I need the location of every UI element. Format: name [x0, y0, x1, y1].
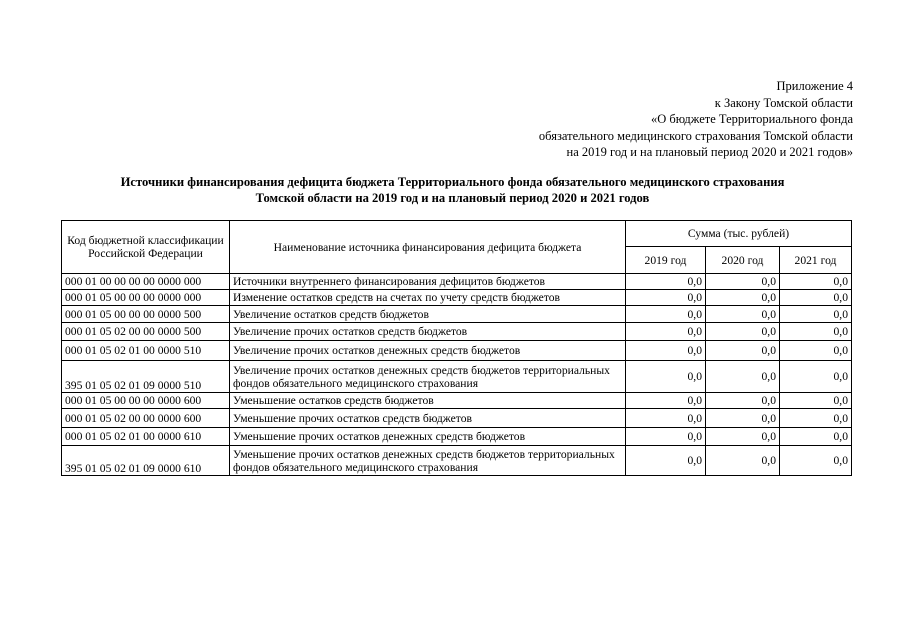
header-sum: Сумма (тыс. рублей): [626, 221, 852, 247]
row-value-2020: 0,0: [706, 393, 780, 409]
row-value-2019: 0,0: [626, 409, 706, 428]
row-name: Источники внутреннего финансирования дефицитов бюджетов: [230, 274, 626, 290]
header-source-name: Наименование источника финансирования дефицита бюджета: [230, 221, 626, 274]
header-year-2020: 2020 год: [706, 247, 780, 274]
row-name: Уменьшение остатков средств бюджетов: [230, 393, 626, 409]
table-row: [62, 323, 852, 341]
row-value-2021: 0,0: [780, 306, 852, 323]
row-value-2021: 0,0: [780, 341, 852, 361]
row-name: Уменьшение прочих остатков денежных средств бюджетов: [230, 428, 626, 446]
table-row: [62, 393, 852, 409]
appendix-reference: [539, 78, 853, 161]
row-value-2020: 0,0: [706, 323, 780, 341]
row-value-2021: 0,0: [780, 428, 852, 446]
title-line-2: Томской области на 2019 год и на плановый период 2020 и 2021 годов: [255, 191, 650, 205]
document-title: [40, 174, 865, 206]
row-code: 000 01 05 00 00 00 0000 600: [62, 393, 230, 409]
header-year-2019: 2019 год: [626, 247, 706, 274]
row-value-2020: 0,0: [706, 409, 780, 428]
table-row: [62, 361, 852, 393]
row-value-2019: 0,0: [626, 393, 706, 409]
row-value-2019: 0,0: [626, 341, 706, 361]
row-value-2019: 0,0: [626, 323, 706, 341]
row-value-2019: 0,0: [626, 290, 706, 306]
row-name: Уменьшение прочих остатков средств бюджетов: [230, 409, 626, 428]
row-value-2019: 0,0: [626, 306, 706, 323]
table-row: [62, 446, 852, 476]
row-name: Уменьшение прочих остатков денежных средств бюджетов территориальных фондов обязательного медицинского страхования: [230, 446, 626, 476]
row-value-2019: 0,0: [626, 361, 706, 393]
row-code: 000 01 05 02 00 00 0000 500: [62, 323, 230, 341]
row-value-2021: 0,0: [780, 446, 852, 476]
row-code: 000 01 05 02 01 00 0000 610: [62, 428, 230, 446]
row-value-2020: 0,0: [706, 428, 780, 446]
row-value-2020: 0,0: [706, 290, 780, 306]
row-code: 000 01 05 02 00 00 0000 600: [62, 409, 230, 428]
row-value-2020: 0,0: [706, 341, 780, 361]
header-budget-code: Код бюджетной классификации Российской Федерации: [62, 221, 230, 274]
row-name: Увеличение прочих остатков денежных средств бюджетов территориальных фондов обязательного медицинского страхования: [230, 361, 626, 393]
row-value-2021: 0,0: [780, 393, 852, 409]
appendix-line: на 2019 год и на плановый период 2020 и 2021 годов»: [566, 145, 853, 160]
table-row: [62, 409, 852, 428]
appendix-line: Приложение 4: [776, 79, 853, 93]
row-value-2021: 0,0: [780, 323, 852, 341]
table-row: [62, 341, 852, 361]
table-row: [62, 428, 852, 446]
row-name: Увеличение остатков средств бюджетов: [230, 306, 626, 323]
row-value-2021: 0,0: [780, 409, 852, 428]
table-row: [62, 290, 852, 306]
row-value-2019: 0,0: [626, 274, 706, 290]
appendix-line: обязательного медицинского страхования Томской области: [538, 128, 853, 143]
appendix-line: к Закону Томской области: [714, 95, 853, 110]
row-code: 000 01 05 00 00 00 0000 500: [62, 306, 230, 323]
row-value-2021: 0,0: [780, 274, 852, 290]
table-row: [62, 306, 852, 323]
row-code: 000 01 05 00 00 00 0000 000: [62, 290, 230, 306]
row-value-2020: 0,0: [706, 306, 780, 323]
row-value-2020: 0,0: [706, 361, 780, 393]
title-line-1: Источники финансирования дефицита бюджета Территориального фонда обязательного медицинского страхования: [120, 175, 785, 189]
row-value-2020: 0,0: [706, 446, 780, 476]
appendix-line: «О бюджете Территориального фонда: [650, 112, 853, 127]
row-value-2021: 0,0: [780, 361, 852, 393]
financing-sources-table: [61, 220, 852, 476]
row-code: 395 01 05 02 01 09 0000 610: [62, 446, 230, 476]
row-code: 000 01 00 00 00 00 0000 000: [62, 274, 230, 290]
row-value-2019: 0,0: [626, 428, 706, 446]
row-name: Увеличение прочих остатков денежных средств бюджетов: [230, 341, 626, 361]
row-value-2020: 0,0: [706, 274, 780, 290]
header-year-2021: 2021 год: [780, 247, 852, 274]
row-name: Изменение остатков средств на счетах по учету средств бюджетов: [230, 290, 626, 306]
table-row: [62, 274, 852, 290]
row-value-2019: 0,0: [626, 446, 706, 476]
row-value-2021: 0,0: [780, 290, 852, 306]
row-name: Увеличение прочих остатков средств бюджетов: [230, 323, 626, 341]
row-code: 000 01 05 02 01 00 0000 510: [62, 341, 230, 361]
row-code: 395 01 05 02 01 09 0000 510: [62, 361, 230, 393]
table-header-row: [62, 221, 852, 247]
